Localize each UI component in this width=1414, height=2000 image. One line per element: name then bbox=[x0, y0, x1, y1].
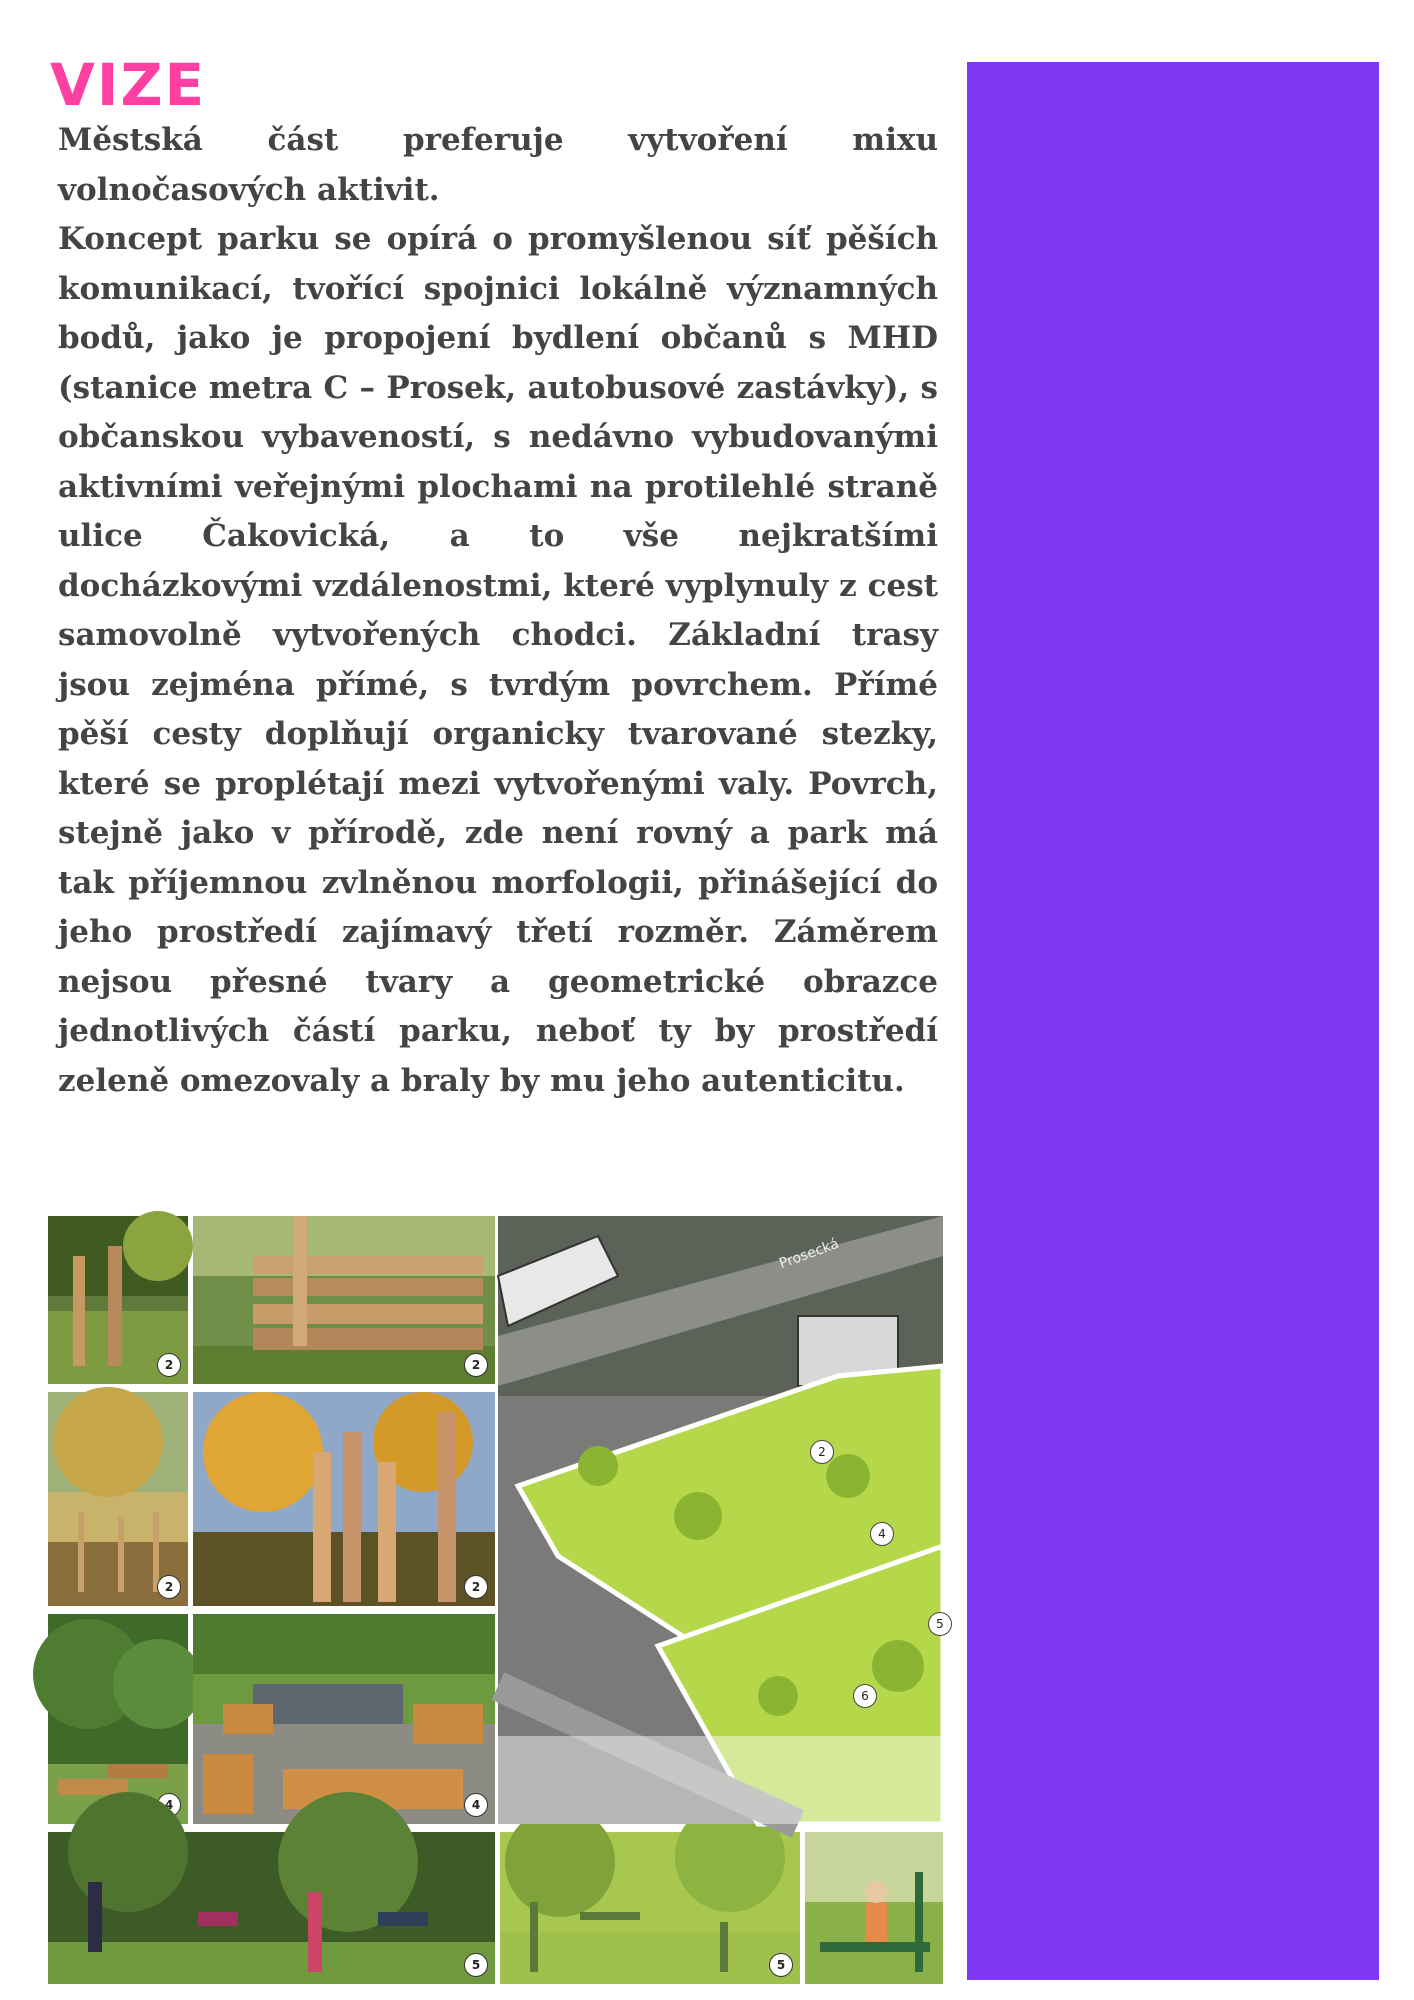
page-heading: VIZE bbox=[50, 51, 207, 119]
photo-park-benches-trees bbox=[48, 1614, 188, 1824]
photo-wooden-pillars-autumn bbox=[193, 1392, 495, 1606]
sidebar-color-block bbox=[967, 62, 1379, 1980]
photo-badge: 4 bbox=[464, 1793, 488, 1817]
photo-badge: 2 bbox=[464, 1575, 488, 1599]
photo-autumn-trees-posts bbox=[48, 1392, 188, 1606]
map-number: 5 bbox=[928, 1612, 952, 1636]
map-number: 6 bbox=[853, 1684, 877, 1708]
photo-outdoor-gym-park bbox=[500, 1832, 800, 1984]
photo-badge: 2 bbox=[464, 1353, 488, 1377]
photo-badge: 4 bbox=[157, 1793, 181, 1817]
map-number: 4 bbox=[870, 1522, 894, 1546]
aerial-park-map bbox=[498, 1216, 943, 1824]
photo-badge: 2 bbox=[157, 1575, 181, 1599]
street-label: Prosecká bbox=[777, 1235, 842, 1273]
body-text bbox=[58, 116, 938, 1106]
paragraph-concept: Koncept parku se opírá o promyšlenou síť pěších komunikací, tvořící spojnici lokálně významných bodů, jako je propojení bydlení občanů s MHD (stanice metra C – Prosek, autobusové zastávky), s občanskou vybaveností, s nedávno vybudovanými aktivními veřejnými plochami na protilehlé straně ulice Čakovická, a to vše nejkratšími docházkovými vzdálenostmi, které vyplynuly z cest samovolně vytvořených chodci. Základní trasy jsou zejména přímé, s tvrdým povrchem. Přímé pěší cesty doplňují organicky tvarované stezky, které se proplétají mezi vytvořenými valy. Povrch, stejně jako v přírodě, zde není rovný a park má tak příjemnou zvlněnou morfologii, přinášející do jeho prostředí zajímavý třetí rozměr. Záměrem nejsou přesné tvary a geometrické obrazce jednotlivých částí parku, neboť ty by prostředí zeleně omezovaly a braly by mu jeho autenticitu. bbox=[58, 221, 938, 1099]
photo-woman-exercise-machine bbox=[805, 1832, 943, 1984]
photo-outdoor-fitness-group bbox=[48, 1832, 495, 1984]
photo-badge: 5 bbox=[464, 1953, 488, 1977]
photo-badge: 2 bbox=[157, 1353, 181, 1377]
map-number: 2 bbox=[810, 1440, 834, 1464]
photo-wood-bench-wall bbox=[193, 1216, 495, 1384]
paragraph-intro: Městská část preferuje vytvoření mixu volnočasových aktivit. bbox=[58, 122, 938, 208]
photo-badge: 5 bbox=[769, 1953, 793, 1977]
photo-wood-post-lawn bbox=[48, 1216, 188, 1384]
